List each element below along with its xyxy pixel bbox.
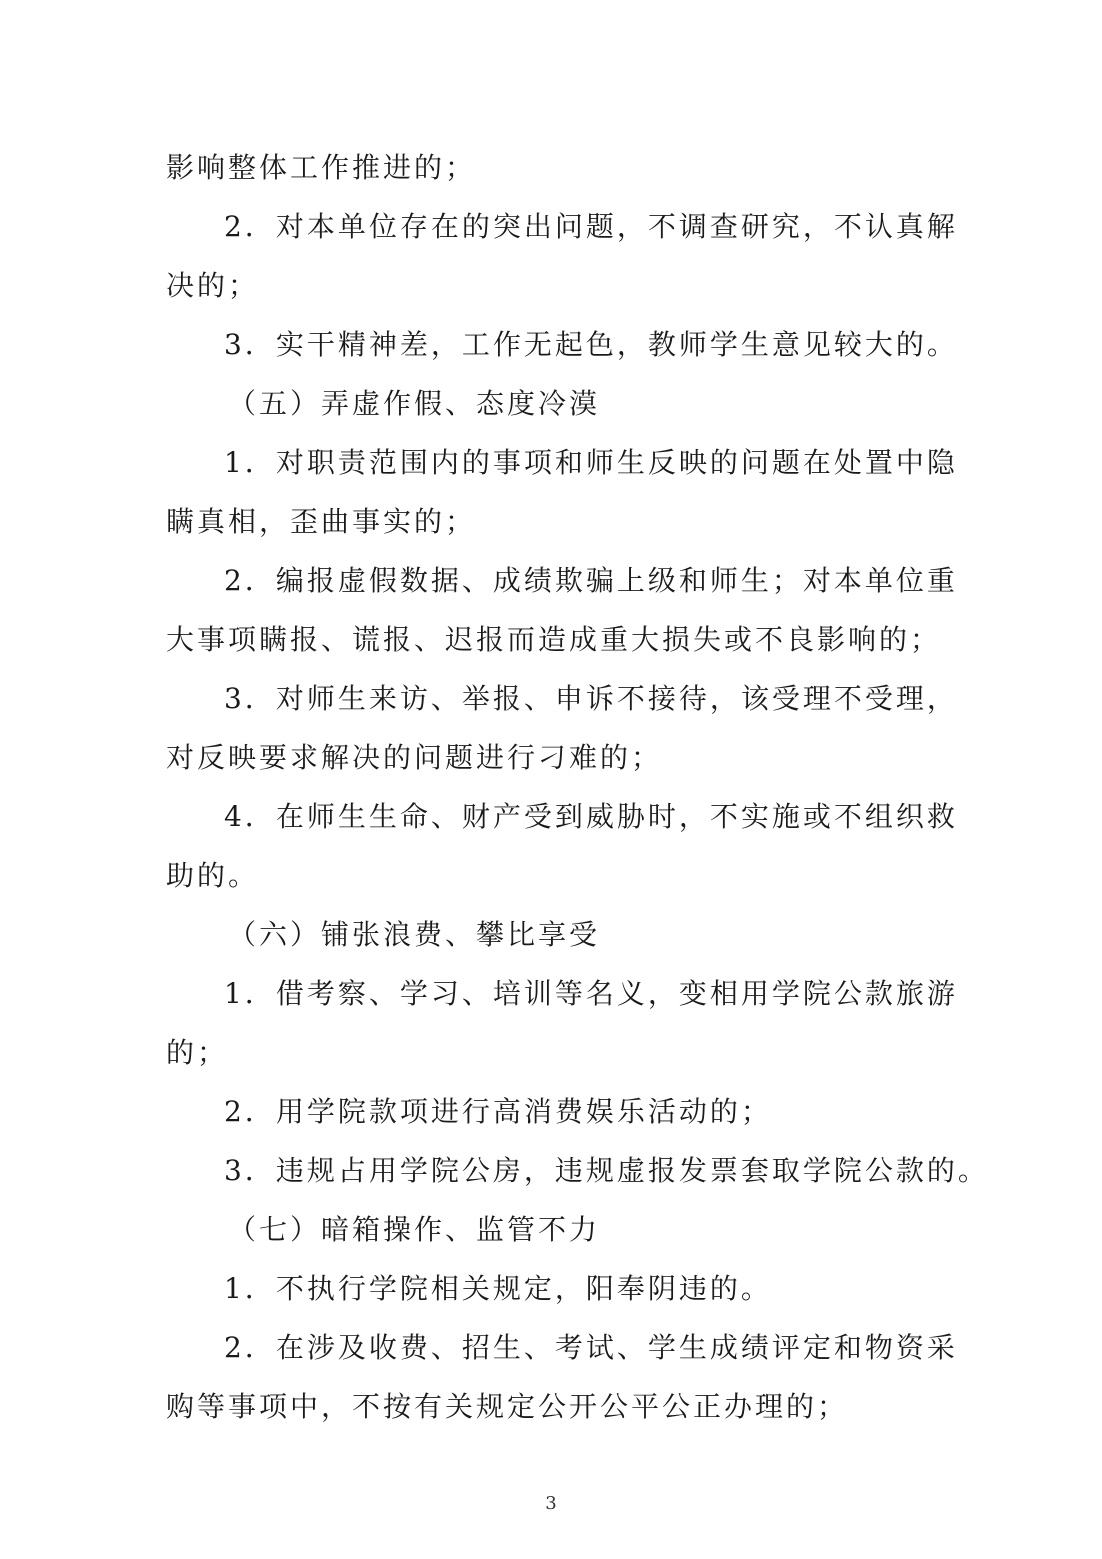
section-heading: （七）暗箱操作、监管不力 [228, 1213, 601, 1246]
list-item: 4．在师生生命、财产受到威胁时，不实施或不组织救 [224, 800, 958, 833]
text-line: 影响整体工作推进的； [166, 151, 477, 184]
text-line: 决的； [166, 269, 260, 302]
text-line: 的； [166, 1036, 229, 1069]
text-line: 瞒真相，歪曲事实的； [166, 505, 477, 538]
list-item: 2．用学院款项进行高消费娱乐活动的； [224, 1095, 772, 1128]
list-item: 1．对职责范围内的事项和师生反映的问题在处置中隐 [224, 446, 958, 479]
section-heading: （五）弄虚作假、态度冷漠 [228, 387, 601, 420]
list-item: 3．实干精神差，工作无起色，教师学生意见较大的。 [224, 328, 958, 361]
list-item: 3．违规占用学院公房，违规虚报发票套取学院公款的。 [224, 1154, 989, 1187]
list-item: 2．编报虚假数据、成绩欺骗上级和师生；对本单位重 [224, 564, 958, 597]
section-heading: （六）铺张浪费、攀比享受 [228, 918, 601, 951]
document-body [166, 138, 989, 1436]
text-line: 助的。 [166, 859, 260, 892]
text-line: 大事项瞒报、谎报、迟报而造成重大损失或不良影响的； [166, 623, 942, 656]
list-item: 1．不执行学院相关规定，阳奉阴违的。 [224, 1272, 772, 1305]
list-item: 2．在涉及收费、招生、考试、学生成绩评定和物资采 [224, 1331, 958, 1364]
text-line: 对反映要求解决的问题进行刁难的； [166, 741, 663, 774]
list-item: 3．对师生来访、举报、申诉不接待，该受理不受理， [224, 682, 958, 715]
list-item: 1．借考察、学习、培训等名义，变相用学院公款旅游 [224, 977, 958, 1010]
text-line: 购等事项中，不按有关规定公开公平公正办理的； [166, 1390, 849, 1423]
page-number: 3 [545, 1493, 557, 1514]
list-item: 2．对本单位存在的突出问题，不调查研究，不认真解 [224, 210, 958, 243]
